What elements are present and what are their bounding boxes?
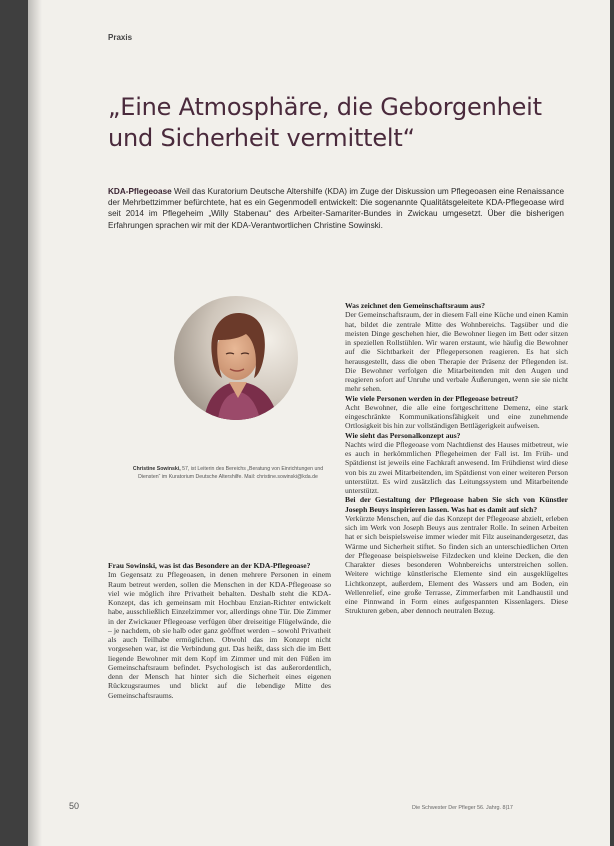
interview-question: Was zeichnet den Gemeinschaftsraum aus?	[345, 301, 486, 310]
interview-question: Wie viele Personen werden in der Pflegeoase betreut?	[345, 393, 519, 403]
page-number: 50	[69, 801, 80, 811]
right-column	[345, 301, 568, 616]
portrait-photo	[174, 296, 298, 420]
footer-publication: Die Schwester Der Pfleger 56. Jahrg. 8|17	[412, 805, 513, 811]
intro-lead: KDA-Pflegeoase	[108, 187, 172, 196]
interview-question: Bei der Gestaltung der Pflegeoase haben Sie sich von Künstler Joseph Beuys inspirieren lassen. Was hat es damit auf sich?	[345, 495, 568, 514]
interview-question: Frau Sowinski, was ist das Besondere an der KDA-Pflegeoase?	[108, 561, 311, 570]
interview-question: Wie sieht das Personalkonzept aus?	[345, 430, 461, 440]
intro-text: Weil das Kuratorium Deutsche Altershilfe (KDA) im Zuge der Diskussion um Pflegeoasen eine Renaissance der Mehrbettzimmer befürchtete, hat es ein Gegenmodell entwickelt: Die sogenannte Qualitätsgeleitete KDA-Pflegeoase wird seit 2014 im Pflegeheim „Willy Stabenau“ des Arbeiter-Samariter-Bundes in Zwickau umgesetzt. Über die bisherigen Erfahrungen sprachen wir mit der KDA-Verantwortlichen Christine Sowinski.	[108, 187, 564, 230]
magazine-page	[28, 0, 610, 846]
interview-answer: Verkürzte Menschen, auf die das Konzept der Pflegeoase abzielt, erleben sich im Werk von Joseph Beuys aus zentraler Rolle. In seinen Arbeiten hat er sich beispielsweise immer wieder mit Filz auseinandergesetzt, das Wärme und Sicherheit stiftet. So finden sich an unterschiedlichen Orten der Pflegeoase beispielsweise Filzdecken und kleine Decken, die den Charakter dieses besonderen Wohnbereichs unterstreichen sollen. Weitere wichtige künstlerische Elemente sind ein ausgeklügeltes Lichtkonzept, außerdem, Element des Wassers und am Boden, ein Wellenrelief, eine große Terrasse, Zimmerfarben mit Landhaustil und eine Pinnwand in Form eines aufgespannten Kissenlagers. Diese Strukturen geben, aber dennoch neutralen Bezug.	[345, 513, 568, 616]
interview-answer: Im Gegensatz zu Pflegeoasen, in denen mehrere Personen in einem Raum betreut werden, sollen die Menschen in der KDA-Pflegeoase so viel wie möglich ihre Privatheit behalten. Deshalb steht die KDA-Konzept, das ich gemeinsam mit Hochbau Enzian-Richter entwickelt habe, ausschließlich Einzelzimmer vor, allerdings ohne Tür. Die Zimmer in der Zwickauer Pflegeoase verfügen über dreiseitige Flügelwände, die – je nachdem, ob sie halb oder ganz geöffnet werden – sowohl Privatheit als auch Teilhabe ermöglichen. Obwohl das im Konzept nicht vorgesehen war, ist die Verbindung gut. Das heißt, dass sich die im Bett liegende Bewohner mit dem Kopf im Zimmer und mit den Füßen im Gemeinschaftsraum befindet. Psychologisch ist das außerordentlich, denn der Mensch hat hinter sich die Sicherheit eines eigenen Rückzugsraumes und blickt auf die lebendige Mitte des Gemeinschaftsraums.	[108, 570, 331, 700]
interview-answer: Acht Bewohner, die alle eine fortgeschrittene Demenz, eine stark eingeschränkte Kommunikationsfähigkeit und eine zunehmende Ortlosigkeit bis hin zur vollständigen Bettlägerigkeit aufweisen.	[345, 402, 568, 431]
headline: „Eine Atmosphäre, die Geborgenheit und Sicherheit vermittelt“	[108, 93, 542, 152]
left-column	[108, 561, 331, 700]
interview-answer: Der Gemeinschaftsraum, der in diesem Fall eine Küche und einen Kamin hat, bildet die zentrale Mitte des Wohnbereichs. Tagsüber und die meisten Dinge geschehen hier, die Bewohner liegen im Bett oder sitzen in speziellen Rollstühlen. Wir waren erstaunt, wie häufig die Bewohner auf die Sichtbarkeit der Pflegepersonen reagieren. Es hat sich herausgestellt, dass die oben Therapie der Präsenz der Pflegenden ist. Die Bewohner verfolgen die Mitarbeitenden mit den Augen und reagieren sofort auf Unruhe und verbale Äußerungen, wenn sie sie nicht mehr sehen.	[345, 310, 568, 394]
photo-caption	[128, 466, 328, 481]
caption-text: 57, ist Leiterin des Bereichs „Beratung von Einrichtungen und Diensten“ im Kuratorium Deutsche Altershilfe. Mail: christine.sowinski@kda.de	[138, 466, 324, 480]
page-gutter-shadow	[28, 0, 42, 846]
interview-answer: Nachts wird die Pflegeoase vom Nachtdienst des Hauses mitbetreut, wie es auch in herkömmlichen Pflegeheimen der Fall ist. Im Früh- und Spätdienst ist jeweils eine Fachkraft anwesend. Im Frühdienst wird diese von bis zu zwei Mitarbeitenden, im Spätdienst von einer weiteren Person unterstützt. Es wird zusätzlich das Leitungssystem und Mitarbeitende unterstützt.	[345, 439, 568, 495]
caption-name: Christine Sowinski,	[132, 466, 181, 472]
intro-paragraph	[108, 186, 564, 231]
section-label: Praxis	[108, 33, 133, 42]
